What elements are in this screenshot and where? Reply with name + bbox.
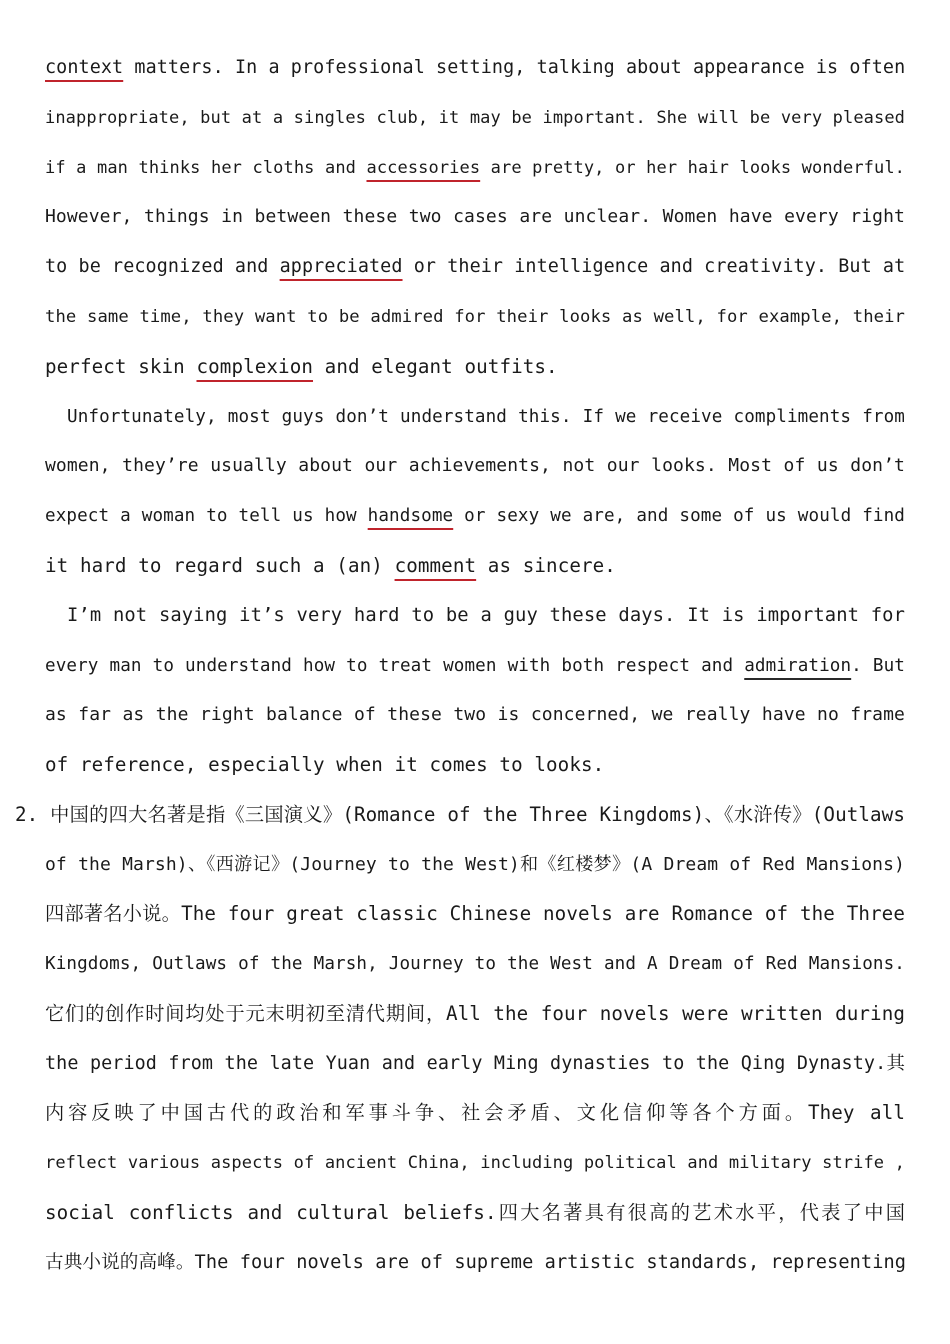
underlined-vocabulary-word: comment: [394, 554, 477, 577]
text-run: expect a woman to tell us how: [45, 506, 368, 526]
text-run: . But: [851, 656, 905, 676]
text-run: as sincere.: [476, 554, 616, 577]
underlined-vocabulary-word: appreciated: [279, 256, 403, 277]
underlined-vocabulary-word: accessories: [366, 158, 481, 178]
text-line: [67, 402, 905, 432]
text-line: [45, 949, 905, 979]
text-line: [67, 601, 905, 631]
underlined-vocabulary-word: handsome: [367, 506, 454, 526]
text-run: 2. 中国的四大名著是指《三国演义》(Romance of the Three Kingdoms)、《水浒传》(Outlaws: [15, 803, 905, 826]
text-run: as far as the right balance of these two is concerned, we really have no frame: [45, 704, 905, 725]
text-line: [45, 700, 905, 730]
text-line: [45, 1098, 905, 1128]
text-run: I’m not saying it’s very hard to be a guy these days. It is important for: [67, 605, 905, 626]
text-run: the same time, they want to be admired for their looks as well, for example, their: [45, 307, 905, 327]
text-line: [45, 1049, 905, 1079]
text-run: or their intelligence and creativity. But at: [402, 256, 906, 277]
text-run: and elegant outfits.: [313, 355, 558, 378]
text-run: Unfortunately, most guys don’t understand this. If we receive compliments from: [67, 407, 905, 427]
text-line: [45, 899, 905, 929]
text-line: [45, 252, 905, 282]
text-line: [45, 153, 905, 183]
text-line: [45, 451, 905, 481]
text-run: it hard to regard such a (an): [45, 554, 395, 577]
text-line: [45, 551, 905, 581]
text-run: of reference, especially when it comes to looks.: [45, 753, 605, 776]
text-run: inappropriate, but at a singles club, it may be important. She will be very pleased: [45, 108, 905, 128]
text-run: 古典小说的高峰。The four novels are of supreme artistic standards, representing: [45, 1252, 907, 1273]
text-line: [45, 1198, 905, 1228]
text-run: of the Marsh)、《西游记》(Journey to the West)和《红楼梦》(A Dream of Red Mansions): [45, 854, 905, 875]
text-line: [45, 202, 905, 232]
text-run: However, things in between these two cases are unclear. Women have every right: [45, 206, 905, 227]
text-run: Kingdoms, Outlaws of the Marsh, Journey to the West and A Dream of Red Mansions.: [45, 954, 905, 974]
text-line: [45, 501, 905, 531]
text-run: reflect various aspects of ancient China, including political and military strife ,: [45, 1153, 905, 1173]
text-run: every man to understand how to treat women with both respect and: [45, 656, 745, 676]
text-run: are pretty, or her hair looks wonderful.: [480, 158, 905, 178]
text-run: to be recognized and: [45, 256, 280, 277]
text-line: [45, 651, 905, 681]
text-run: if a man thinks her cloths and: [45, 158, 367, 178]
text-line: [45, 750, 905, 780]
text-line: [45, 53, 905, 83]
text-run: 它们的创作时间均处于元末明初至清代期间，All the four novels were written during: [45, 1002, 905, 1025]
text-line: [45, 1148, 905, 1178]
underlined-vocabulary-word: complexion: [196, 355, 314, 378]
text-run: 四部著名小说。The four great classic Chinese novels are Romance of the Three: [45, 902, 905, 925]
text-line: [45, 999, 905, 1029]
underlined-vocabulary-word: context: [45, 57, 124, 78]
text-run: 内容反映了中国古代的政治和军事斗争、社会矛盾、文化信仰等各个方面。They all: [45, 1101, 905, 1124]
text-line: [45, 850, 905, 880]
text-run: perfect skin: [45, 355, 197, 378]
text-line: [45, 103, 905, 133]
text-line: [45, 352, 905, 382]
text-line: [15, 800, 905, 830]
underlined-vocabulary-word: admiration: [744, 656, 852, 676]
text-run: matters. In a professional setting, talking about appearance is often: [123, 57, 906, 78]
text-run: or sexy we are, and some of us would find: [453, 506, 905, 526]
text-line: [45, 302, 905, 332]
text-line: [45, 1248, 905, 1278]
text-run: social conflicts and cultural beliefs.四大名著具有很高的艺术水平，代表了中国: [45, 1201, 905, 1224]
text-run: women, they’re usually about our achievements, not our looks. Most of us don’t: [45, 455, 905, 476]
text-run: the period from the late Yuan and early Ming dynasties to the Qing Dynasty.其: [45, 1053, 905, 1074]
